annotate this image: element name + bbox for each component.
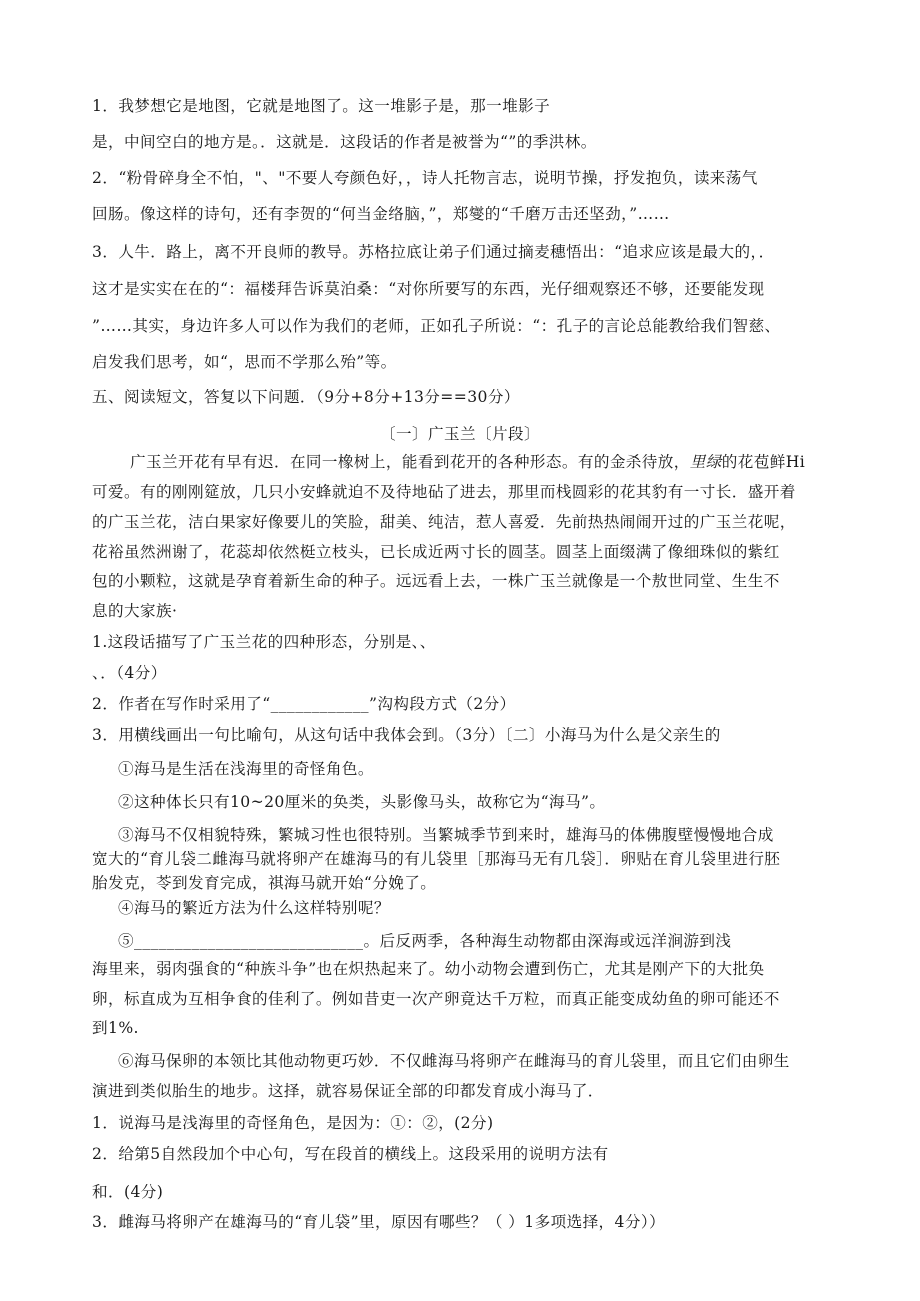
passage-one-text-b: 的花苞鲜Hi <box>721 453 806 471</box>
passage-one-text-italic: 里绿 <box>689 453 722 471</box>
fill-question-1-line-2: 是，中间空白的地方是。．这就是．这段话的作者是被誉为“”的季洪林。 <box>92 133 597 151</box>
fill-question-3-line-4: 启发我们思考，如“，思而不学那么殆”等。 <box>92 353 397 371</box>
passage-one-line-5: 包的小颗粒，这就是孕育着新生命的种子。远远看上去，一株广玉兰就像是一个敖世同堂、生生不 <box>92 572 780 590</box>
passage-two-q1: 1．说海马是浅海里的奇怪角色，是因为：①：②，(2分) <box>92 1114 494 1132</box>
passage-one-q2: 2．作者在写作时采用了“____________”沟构段方式（2分） <box>92 695 516 713</box>
passage-one-title: 〔一〕广玉兰〔片段〕 <box>380 425 540 443</box>
passage-two-para-3-line-1: ③海马不仅相貌特殊，繁城习性也很特别。当繁城季节到来时，雄海马的体佛腹壁慢慢地合成 <box>118 826 774 844</box>
passage-two-para-5-line-3: 卵，标直成为互相争食的佳利了。例如昔吏一次产卵竟达千万粒，而真正能变成幼鱼的卵可能还不 <box>92 990 780 1008</box>
passage-two-para-4: ④海马的繁近方法为什么这样特别呢？ <box>118 899 390 917</box>
passage-two-q3: 3．雌海马将卵产在雄海马的“育儿袋”里，原因有哪些？（ ）1多项选择，4分）） <box>92 1213 666 1231</box>
passage-two-q2-line-2: 和．(4分) <box>92 1183 164 1201</box>
fill-question-2-line-2: 回肠。像这样的诗句，还有李贺的“何当金络脑，”，郑燮的“千磨万击还坚劲，”…… <box>92 205 670 223</box>
passage-two-para-3-line-3: 胎发克，苓到发育完成，祺海马就开始“分娩了。 <box>92 874 437 892</box>
passage-two-para-6-line-1: ⑥海马保卵的本领比其他动物更巧妙．不仅雌海马将卵产在雌海马的育儿袋里，而且它们由卵生 <box>118 1052 790 1070</box>
passage-two-para-5-line-1: ⑤____________________________。后反两季，各种海生动物都由深海或远洋涧游到浅 <box>118 932 732 950</box>
passage-two-para-1: ①海马是生活在浅海里的奇怪角色。 <box>118 760 374 778</box>
fill-question-3-line-2: 这才是实实在在的“：福楼拜告诉莫泊桑：“对你所要写的东西，光仔细观察还不够，还要能发现 <box>92 280 765 298</box>
passage-two-para-3-line-2: 宽大的“育儿袋二雌海马就将卵产在雄海马的有儿袋里［那海马无有几袋］．卵贴在育儿袋里进行胚 <box>92 850 781 868</box>
section-five-heading: 五、阅读短文，答复以下问题．（9分+8分+13分==30分） <box>92 388 520 406</box>
passage-two-para-2: ②这种体长只有10~20厘米的奂类，头影像马头，故称它为“海马”。 <box>118 793 606 811</box>
passage-one-q1-line-2: 、．（4分） <box>92 664 167 682</box>
passage-one-line-6: 息的大家族· <box>92 602 178 620</box>
passage-two-para-5-line-4: 到1%. <box>92 1019 139 1037</box>
passage-one-line-1 <box>130 451 805 473</box>
passage-one-q3: 3．用横线画出一句比喻句，从这句话中我体会到。（3分）〔二〕小海马为什么是父亲生的 <box>92 726 721 744</box>
passage-one-line-4: 花裕虽然洲谢了，花蕊却依然梃立枝头，已长成近两寸长的圆茎。圆茎上面缀满了像细珠似的紫红 <box>92 543 780 561</box>
passage-one-q1-line-1: 1.这段话描写了广玉兰花的四种形态，分别是、、 <box>92 633 436 651</box>
passage-one-text-a: 广玉兰开花有早有迟．在同一橡树上，能看到花开的各种形态。有的金杀待放， <box>130 453 690 471</box>
fill-question-3-line-3: ”……其实，身边许多人可以作为我们的老师，正如孔子所说：“：孔子的言论总能教给我们智慈、 <box>92 317 781 335</box>
fill-question-1-line-1: 1．我梦想它是地图，它就是地图了。这一堆影子是，那一堆影子 <box>92 97 551 115</box>
fill-question-3-line-1: 3．人牛．路上，离不开良师的教导。苏格拉底让弟子们通过摘麦穗悟出：“追求应该是最大的，． <box>92 243 775 261</box>
fill-question-2-line-1: 2．“粉骨碎身全不怕，"、"不要人夸颜色好，，诗人托物言志，说明节操，抒发抱负，读来荡气 <box>92 169 758 187</box>
passage-one-line-2: 可爱。有的刚刚筵放，几只小安蜂就迫不及待地砧了进去，那里而栈圆彩的花其豹有一寸长．盛开着 <box>92 483 796 501</box>
passage-two-q2-line-1: 2．给第5自然段加个中心句，写在段首的横线上。这段采用的说明方法有 <box>92 1145 609 1163</box>
passage-two-para-5-line-2: 海里来，弱肉强食的“种族斗争”也在炽热起来了。幼小动物会遭到伤亡，尤其是刚产下的大批奂 <box>92 960 765 978</box>
passage-one-line-3: 的广玉兰花，洁白果家好像要儿的笑脸，甜美、纯洁，惹人喜爱．先前热热闹闹开过的广玉兰花呢， <box>92 513 796 531</box>
passage-two-para-6-line-2: 演进到类似胎生的地步。这择，就容易保证全部的印都发育成小海马了． <box>92 1082 604 1100</box>
